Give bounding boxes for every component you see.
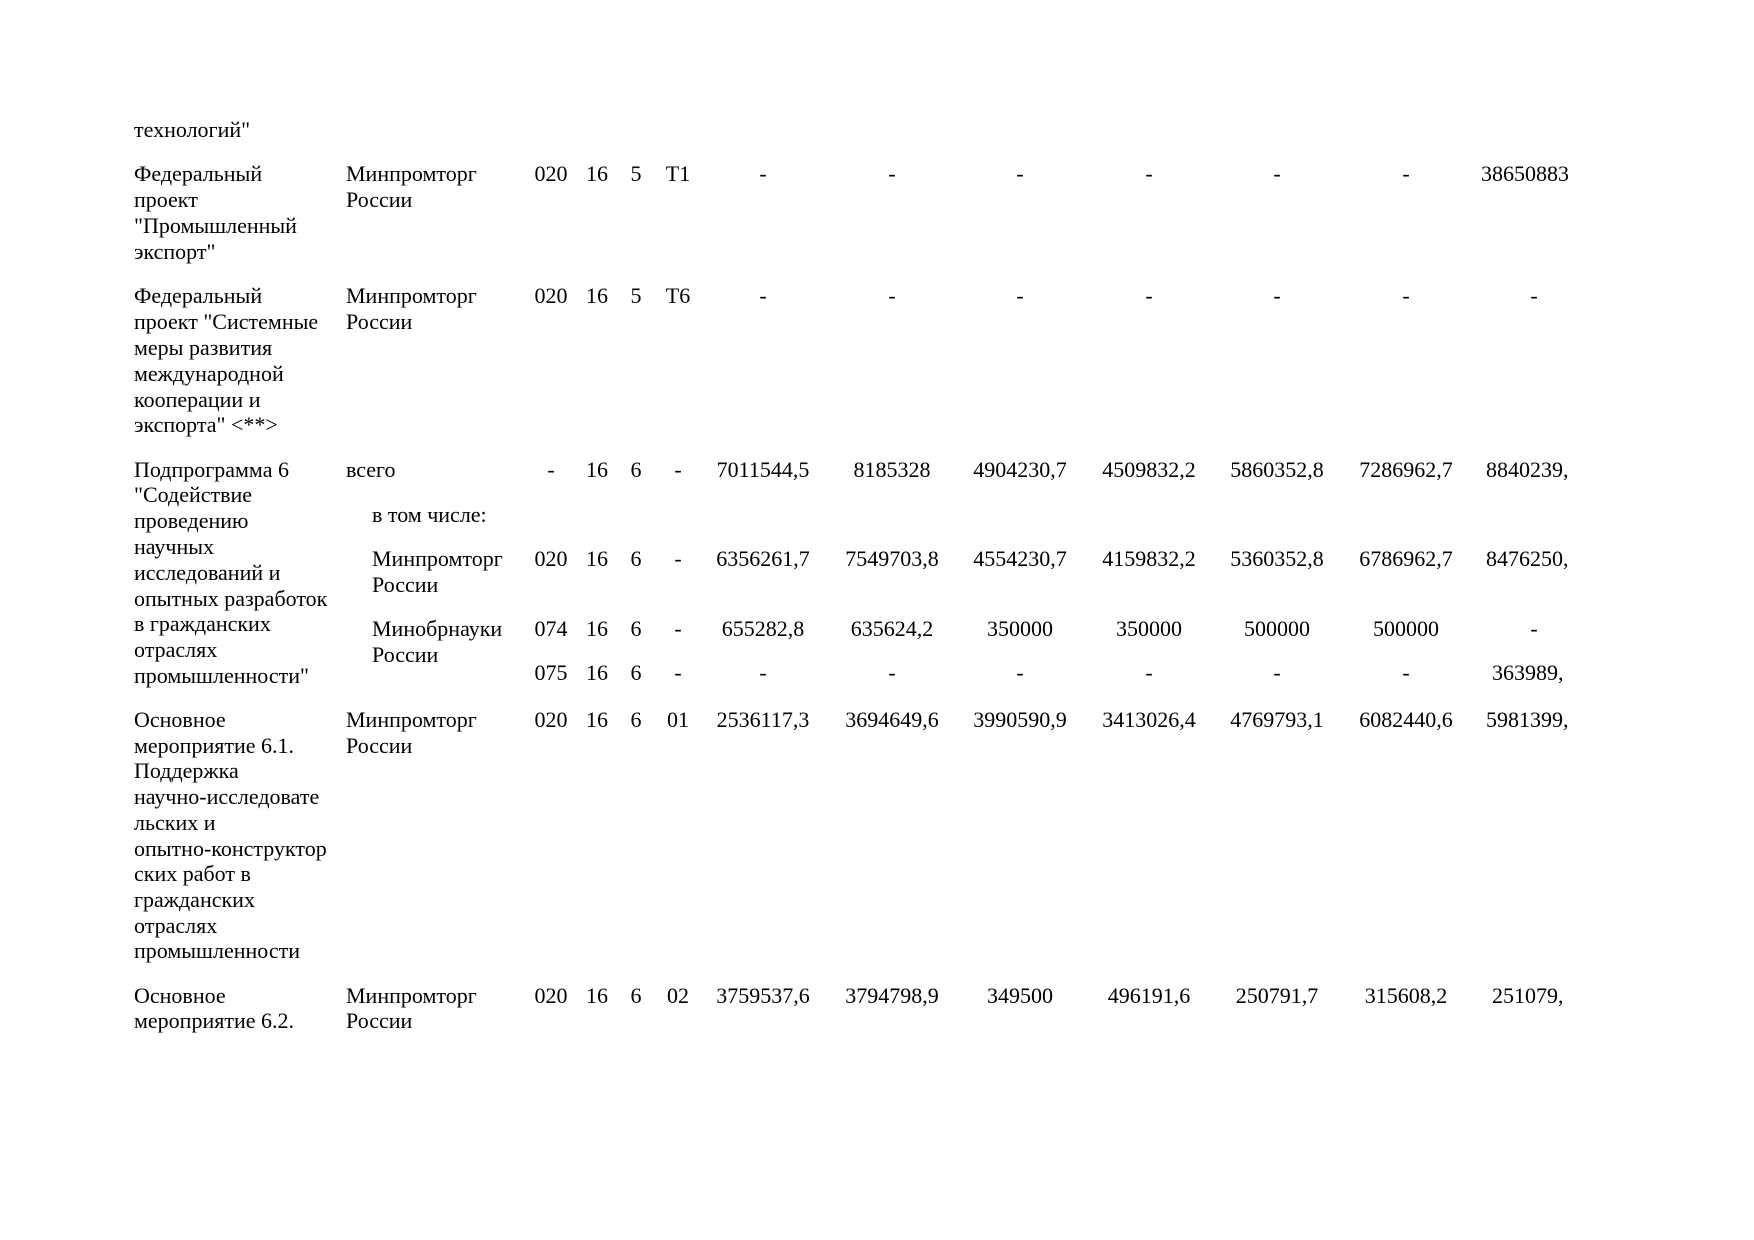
om-code: 01: [667, 707, 689, 732]
value-cell: -: [888, 660, 896, 685]
om-code: -: [674, 616, 682, 641]
om-code: -: [674, 457, 682, 482]
pgp-code: 6: [630, 616, 642, 641]
gp-code: 16: [586, 283, 608, 308]
row-name-line: кооперации и: [134, 387, 261, 412]
value-cell: 3413026,4: [1102, 707, 1196, 732]
row-name-line: "Промышленный: [134, 213, 297, 238]
row-name-line: исследований и: [134, 560, 281, 585]
value-cell: 7286962,7: [1359, 457, 1453, 482]
executor-line: Минпромторг: [346, 983, 477, 1008]
value-cell: 250791,7: [1235, 983, 1319, 1008]
value-cell: 500000: [1244, 616, 1310, 641]
grbs-code: 020: [534, 546, 568, 571]
grbs-code: 075: [534, 660, 568, 685]
pgp-code: 5: [630, 283, 642, 308]
row-name-line: Поддержка: [134, 758, 239, 783]
value-cell: -: [1530, 283, 1538, 308]
pgp-code: 6: [630, 457, 642, 482]
row-name-line: опытно-конструктор: [134, 836, 327, 861]
row-name-line: в гражданских: [134, 611, 271, 636]
value-cell: 655282,8: [721, 616, 805, 641]
pgp-code: 5: [630, 161, 642, 186]
value-cell: 4509832,2: [1102, 457, 1196, 482]
value-cell: 3990590,9: [973, 707, 1067, 732]
row-name-line: Подпрограмма 6: [134, 457, 289, 482]
row-name-line: экспорт": [134, 239, 216, 264]
value-cell: -: [888, 283, 896, 308]
grbs-code: 020: [534, 161, 568, 186]
value-cell: 350000: [1116, 616, 1182, 641]
value-cell: 5360352,8: [1230, 546, 1324, 571]
row-name-line: отраслях: [134, 637, 218, 662]
value-cell: 7549703,8: [845, 546, 939, 571]
row-name-line: проект "Системные: [134, 309, 319, 334]
value-cell: -: [1016, 283, 1024, 308]
value-cell: -: [888, 161, 896, 186]
gp-code: 16: [586, 546, 608, 571]
value-cell: 3794798,9: [845, 983, 939, 1008]
value-cell: 4159832,2: [1102, 546, 1196, 571]
row-name-line: технологий": [134, 117, 251, 142]
row-name-line: меры развития: [134, 335, 273, 360]
value-cell: -: [1145, 283, 1153, 308]
executor-line: Минпромторг: [346, 283, 477, 308]
value-cell: -: [759, 283, 767, 308]
value-cell: 8476250,: [1486, 546, 1569, 571]
value-cell: 5860352,8: [1230, 457, 1324, 482]
row-name-line: Основное: [134, 983, 226, 1008]
value-cell: 4904230,7: [973, 457, 1067, 482]
value-cell: -: [1402, 660, 1410, 685]
executor-line: России: [346, 1008, 413, 1033]
executor-line: Минобрнауки: [372, 616, 503, 641]
value-cell: 6786962,7: [1359, 546, 1453, 571]
value-cell: 363989,: [1492, 660, 1564, 685]
gp-code: 16: [586, 616, 608, 641]
om-code: 02: [667, 983, 689, 1008]
row-name-line: льских и: [134, 810, 216, 835]
row-name-line: "Содействие: [134, 482, 253, 507]
row-name-line: промышленности": [134, 663, 309, 688]
value-cell: 251079,: [1492, 983, 1564, 1008]
value-cell: -: [1145, 161, 1153, 186]
value-cell: -: [759, 660, 767, 685]
including-label: в том числе:: [372, 502, 487, 527]
value-cell: -: [1273, 161, 1281, 186]
row-name-line: проведению: [134, 508, 249, 533]
executor-total: всего: [346, 457, 396, 482]
row-name-line: опытных разработок: [134, 586, 328, 611]
executor-line: России: [372, 642, 439, 667]
value-cell: -: [1016, 660, 1024, 685]
value-cell: 8840239,: [1486, 457, 1569, 482]
value-cell: 3759537,6: [716, 983, 810, 1008]
value-cell: 5981399,: [1486, 707, 1569, 732]
value-cell: -: [1402, 283, 1410, 308]
value-cell: 6082440,6: [1359, 707, 1453, 732]
pgp-code: 6: [630, 983, 642, 1008]
row-name-line: Основное: [134, 707, 226, 732]
row-name-line: Федеральный: [134, 161, 263, 186]
row-name-line: экспорта" <**>: [134, 412, 278, 437]
value-cell: 635624,2: [850, 616, 934, 641]
pgp-code: 6: [630, 707, 642, 732]
value-cell: -: [759, 161, 767, 186]
value-cell: 3694649,6: [845, 707, 939, 732]
om-code: T1: [665, 161, 691, 186]
grbs-code: 020: [534, 983, 568, 1008]
value-cell: -: [1273, 660, 1281, 685]
row-name-line: Федеральный: [134, 283, 263, 308]
row-name-line: промышленности: [134, 938, 300, 963]
value-cell: 349500: [987, 983, 1053, 1008]
value-cell: -: [1145, 660, 1153, 685]
value-cell: 350000: [987, 616, 1053, 641]
value-cell: -: [1402, 161, 1410, 186]
row-name-line: мероприятие 6.2.: [134, 1008, 295, 1033]
value-cell: -: [1016, 161, 1024, 186]
grbs-code: -: [547, 457, 555, 482]
row-name-line: научно-исследовате: [134, 784, 320, 809]
gp-code: 16: [586, 457, 608, 482]
grbs-code: 074: [534, 616, 568, 641]
value-cell: -: [1273, 283, 1281, 308]
row-name-line: научных: [134, 534, 215, 559]
row-name-line: международной: [134, 361, 284, 386]
row-name-line: проект: [134, 187, 198, 212]
om-code: T6: [665, 283, 691, 308]
row-name-line: ских работ в: [134, 861, 251, 886]
value-cell: 6356261,7: [716, 546, 810, 571]
executor-line: России: [372, 572, 439, 597]
value-cell: 38650883: [1481, 161, 1569, 186]
row-name-line: гражданских: [134, 887, 255, 912]
value-cell: 2536117,3: [716, 707, 810, 732]
gp-code: 16: [586, 707, 608, 732]
executor-line: Минпромторг: [346, 161, 477, 186]
executor-line: России: [346, 309, 413, 334]
pgp-code: 6: [630, 660, 642, 685]
gp-code: 16: [586, 660, 608, 685]
value-cell: 4769793,1: [1230, 707, 1324, 732]
grbs-code: 020: [534, 707, 568, 732]
executor-line: России: [346, 187, 413, 212]
executor-line: Минпромторг: [346, 707, 477, 732]
om-code: -: [674, 546, 682, 571]
value-cell: -: [1530, 616, 1538, 641]
value-cell: 500000: [1373, 616, 1439, 641]
value-cell: 4554230,7: [973, 546, 1067, 571]
grbs-code: 020: [534, 283, 568, 308]
row-name-line: мероприятие 6.1.: [134, 733, 295, 758]
gp-code: 16: [586, 983, 608, 1008]
row-name-line: отраслях: [134, 913, 218, 938]
value-cell: 315608,2: [1364, 983, 1448, 1008]
gp-code: 16: [586, 161, 608, 186]
executor-line: России: [346, 733, 413, 758]
om-code: -: [674, 660, 682, 685]
value-cell: 496191,6: [1107, 983, 1191, 1008]
value-cell: 8185328: [853, 457, 931, 482]
value-cell: 7011544,5: [716, 457, 810, 482]
executor-line: Минпромторг: [372, 546, 503, 571]
pgp-code: 6: [630, 546, 642, 571]
